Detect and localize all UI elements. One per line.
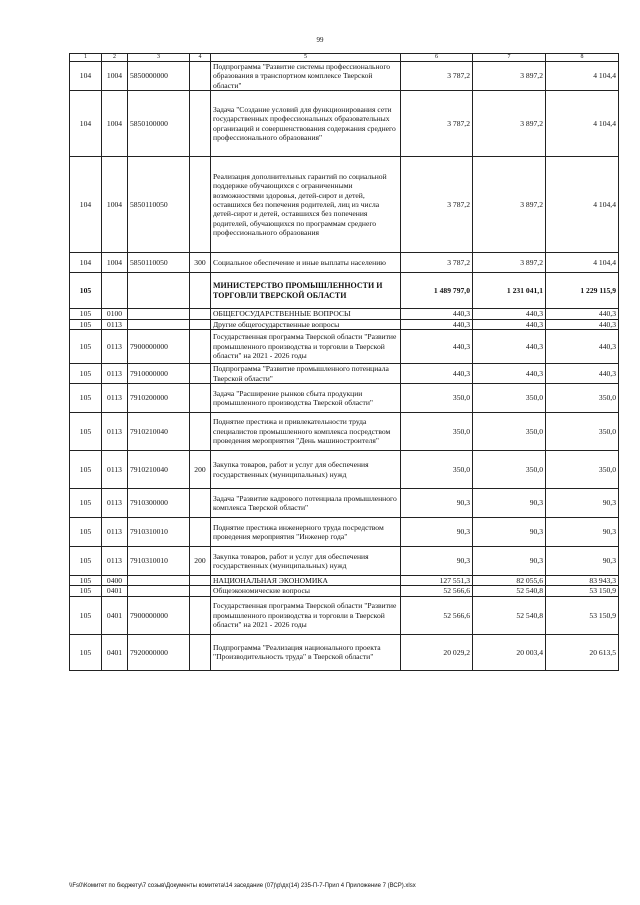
expense-type-code <box>190 413 211 451</box>
expense-type-code <box>190 330 211 364</box>
amount-2022: 90,3 <box>401 547 473 576</box>
ministry-code: 105 <box>70 576 102 586</box>
amount-2022: 1 489 797,0 <box>401 273 473 309</box>
line-item-name: Государственная программа Тверской области "Развитие промышленного производства и торговли в Тверской области" на 2021 - 2026 годы <box>211 596 401 634</box>
table-row <box>70 273 619 309</box>
amount-2022: 350,0 <box>401 384 473 413</box>
amount-2023: 52 540,8 <box>473 586 546 596</box>
target-article-code: 7910210040 <box>128 451 190 489</box>
ministry-code: 105 <box>70 489 102 518</box>
expense-type-code <box>190 364 211 384</box>
amount-2022: 3 787,2 <box>401 253 473 273</box>
section-code: 0100 <box>102 309 128 319</box>
ministry-code: 104 <box>70 62 102 91</box>
amount-2024: 350,0 <box>546 451 619 489</box>
expense-type-code <box>190 489 211 518</box>
table-row <box>70 330 619 364</box>
expense-type-code <box>190 319 211 329</box>
header-cell: 6 <box>401 54 473 62</box>
header-cell: 7 <box>473 54 546 62</box>
target-article-code <box>128 586 190 596</box>
table-row <box>70 576 619 586</box>
line-item-name: Реализация дополнительных гарантий по социальной поддержке обучающихся с ограниченными возможностями здоровья, детей-сирот и детей, оставшихся без попечения родителей, лиц из числа детей-сирот и детей, оставшихся без попечения родителей, обучающихся по программам среднего профессионального образования <box>211 157 401 253</box>
expense-type-code <box>190 384 211 413</box>
table-row <box>70 384 619 413</box>
ministry-code: 104 <box>70 157 102 253</box>
section-code: 0113 <box>102 413 128 451</box>
amount-2024: 53 150,9 <box>546 596 619 634</box>
target-article-code <box>128 319 190 329</box>
target-article-code: 7910300000 <box>128 489 190 518</box>
section-code: 0113 <box>102 330 128 364</box>
amount-2024: 20 613,5 <box>546 634 619 670</box>
ministry-code: 105 <box>70 384 102 413</box>
file-path-footer: \\Fs0\Комитет по бюджету\7 созыв\Документы комитета\14 заседание (07)\р\дх(14) 235-П-7-Прил 4 Приложение 7 (ВСР).xlsx <box>69 883 416 889</box>
amount-2023: 90,3 <box>473 518 546 547</box>
amount-2023: 82 055,6 <box>473 576 546 586</box>
table-row <box>70 253 619 273</box>
header-cell: 2 <box>102 54 128 62</box>
amount-2023: 350,0 <box>473 451 546 489</box>
amount-2023: 3 897,2 <box>473 62 546 91</box>
table-row <box>70 413 619 451</box>
amount-2023: 3 897,2 <box>473 91 546 157</box>
amount-2022: 350,0 <box>401 451 473 489</box>
section-code: 1004 <box>102 91 128 157</box>
ministry-code: 105 <box>70 586 102 596</box>
expense-type-code <box>190 91 211 157</box>
header-cell: 3 <box>128 54 190 62</box>
ministry-code: 105 <box>70 309 102 319</box>
target-article-code <box>128 273 190 309</box>
amount-2024: 4 104,4 <box>546 62 619 91</box>
table-row <box>70 634 619 670</box>
expense-type-code <box>190 518 211 547</box>
header-row <box>70 54 619 62</box>
section-code: 0401 <box>102 596 128 634</box>
target-article-code: 7920000000 <box>128 634 190 670</box>
line-item-name: МИНИСТЕРСТВО ПРОМЫШЛЕННОСТИ И ТОРГОВЛИ ТВЕРСКОЙ ОБЛАСТИ <box>211 273 401 309</box>
expense-type-code <box>190 586 211 596</box>
amount-2024: 90,3 <box>546 547 619 576</box>
section-code: 0113 <box>102 547 128 576</box>
expense-type-code: 200 <box>190 451 211 489</box>
amount-2023: 440,3 <box>473 364 546 384</box>
amount-2023: 440,3 <box>473 309 546 319</box>
expense-type-code <box>190 309 211 319</box>
target-article-code: 7910310010 <box>128 518 190 547</box>
table-row <box>70 596 619 634</box>
amount-2022: 52 566,6 <box>401 596 473 634</box>
amount-2022: 440,3 <box>401 319 473 329</box>
table-row <box>70 489 619 518</box>
amount-2023: 350,0 <box>473 413 546 451</box>
target-article-code: 7910200000 <box>128 384 190 413</box>
amount-2024: 350,0 <box>546 413 619 451</box>
amount-2024: 83 943,3 <box>546 576 619 586</box>
amount-2023: 440,3 <box>473 330 546 364</box>
amount-2022: 90,3 <box>401 518 473 547</box>
header-cell: 1 <box>70 54 102 62</box>
ministry-code: 105 <box>70 518 102 547</box>
ministry-code: 105 <box>70 319 102 329</box>
target-article-code: 5850000000 <box>128 62 190 91</box>
line-item-name: Закупка товаров, работ и услуг для обеспечения государственных (муниципальных) нужд <box>211 547 401 576</box>
target-article-code: 5850110050 <box>128 157 190 253</box>
header-cell: 5 <box>211 54 401 62</box>
section-code: 0401 <box>102 634 128 670</box>
target-article-code: 7900000000 <box>128 596 190 634</box>
expense-type-code: 300 <box>190 253 211 273</box>
target-article-code: 5850110050 <box>128 253 190 273</box>
expense-type-code: 200 <box>190 547 211 576</box>
amount-2024: 53 150,9 <box>546 586 619 596</box>
amount-2024: 440,3 <box>546 364 619 384</box>
amount-2023: 440,3 <box>473 319 546 329</box>
section-code <box>102 273 128 309</box>
table-row <box>70 91 619 157</box>
target-article-code: 7910310010 <box>128 547 190 576</box>
expense-type-code <box>190 634 211 670</box>
line-item-name: Подпрограмма "Развитие системы профессионального образования в транспортном комплексе Тверской области" <box>211 62 401 91</box>
table-row <box>70 319 619 329</box>
amount-2024: 350,0 <box>546 384 619 413</box>
amount-2023: 90,3 <box>473 547 546 576</box>
line-item-name: Подпрограмма "Развитие промышленного потенциала Тверской области" <box>211 364 401 384</box>
amount-2024: 90,3 <box>546 518 619 547</box>
amount-2023: 20 003,4 <box>473 634 546 670</box>
line-item-name: Социальное обеспечение и иные выплаты населению <box>211 253 401 273</box>
section-code: 1004 <box>102 253 128 273</box>
line-item-name: Общеэкономические вопросы <box>211 586 401 596</box>
target-article-code: 7900000000 <box>128 330 190 364</box>
amount-2024: 440,3 <box>546 319 619 329</box>
ministry-code: 104 <box>70 253 102 273</box>
section-code: 0113 <box>102 384 128 413</box>
table-row <box>70 309 619 319</box>
line-item-name: Поднятие престижа инженерного труда посредством проведения мероприятия "Инженер года" <box>211 518 401 547</box>
section-code: 0113 <box>102 319 128 329</box>
amount-2023: 52 540,8 <box>473 596 546 634</box>
amount-2024: 4 104,4 <box>546 91 619 157</box>
line-item-name: Государственная программа Тверской области "Развитие промышленного производства и торговли в Тверской области" на 2021 - 2026 годы <box>211 330 401 364</box>
amount-2023: 90,3 <box>473 489 546 518</box>
ministry-code: 105 <box>70 330 102 364</box>
amount-2023: 350,0 <box>473 384 546 413</box>
amount-2022: 3 787,2 <box>401 62 473 91</box>
table-row <box>70 364 619 384</box>
expense-type-code <box>190 596 211 634</box>
ministry-code: 105 <box>70 413 102 451</box>
expense-type-code <box>190 157 211 253</box>
section-code: 1004 <box>102 157 128 253</box>
amount-2022: 350,0 <box>401 413 473 451</box>
table-row <box>70 157 619 253</box>
expense-type-code <box>190 576 211 586</box>
section-code: 0400 <box>102 576 128 586</box>
section-code: 0113 <box>102 518 128 547</box>
table-row <box>70 62 619 91</box>
ministry-code: 105 <box>70 634 102 670</box>
page-number: 99 <box>316 36 324 44</box>
ministry-code: 105 <box>70 273 102 309</box>
target-article-code <box>128 576 190 586</box>
ministry-code: 105 <box>70 364 102 384</box>
amount-2024: 4 104,4 <box>546 157 619 253</box>
expense-type-code <box>190 62 211 91</box>
amount-2022: 127 551,3 <box>401 576 473 586</box>
line-item-name: Задача "Развитие кадрового потенциала промышленного комплекса Тверской области" <box>211 489 401 518</box>
section-code: 0113 <box>102 364 128 384</box>
amount-2022: 440,3 <box>401 330 473 364</box>
table-row <box>70 518 619 547</box>
target-article-code: 5850100000 <box>128 91 190 157</box>
line-item-name: Задача "Создание условий для функционирования сети государственных профессиональных образовательных организаций и совершенствования содержания среднего профессионального образования" <box>211 91 401 157</box>
line-item-name: Другие общегосударственные вопросы <box>211 319 401 329</box>
section-code: 0113 <box>102 451 128 489</box>
amount-2024: 1 229 115,9 <box>546 273 619 309</box>
target-article-code: 7910000000 <box>128 364 190 384</box>
line-item-name: НАЦИОНАЛЬНАЯ ЭКОНОМИКА <box>211 576 401 586</box>
section-code: 1004 <box>102 62 128 91</box>
line-item-name: Подпрограмма "Реализация национального проекта "Производительность труда" в Тверской области" <box>211 634 401 670</box>
table-row <box>70 547 619 576</box>
amount-2023: 1 231 041,1 <box>473 273 546 309</box>
ministry-code: 105 <box>70 596 102 634</box>
expense-type-code <box>190 273 211 309</box>
amount-2024: 440,3 <box>546 309 619 319</box>
section-code: 0401 <box>102 586 128 596</box>
amount-2022: 90,3 <box>401 489 473 518</box>
target-article-code <box>128 309 190 319</box>
target-article-code: 7910210040 <box>128 413 190 451</box>
ministry-code: 104 <box>70 91 102 157</box>
budget-table <box>69 53 619 671</box>
amount-2022: 3 787,2 <box>401 157 473 253</box>
ministry-code: 105 <box>70 451 102 489</box>
table-row <box>70 586 619 596</box>
amount-2022: 52 566,6 <box>401 586 473 596</box>
amount-2022: 440,3 <box>401 309 473 319</box>
amount-2022: 20 029,2 <box>401 634 473 670</box>
amount-2022: 440,3 <box>401 364 473 384</box>
amount-2024: 90,3 <box>546 489 619 518</box>
table-row <box>70 451 619 489</box>
ministry-code: 105 <box>70 547 102 576</box>
line-item-name: ОБЩЕГОСУДАРСТВЕННЫЕ ВОПРОСЫ <box>211 309 401 319</box>
line-item-name: Поднятие престижа и привлекательности труда специалистов промышленного комплекса посредством проведения мероприятия "День машиностроителя" <box>211 413 401 451</box>
header-cell: 8 <box>546 54 619 62</box>
amount-2023: 3 897,2 <box>473 253 546 273</box>
line-item-name: Задача "Расширение рынков сбыта продукции промышленного производства Тверской области" <box>211 384 401 413</box>
line-item-name: Закупка товаров, работ и услуг для обеспечения государственных (муниципальных) нужд <box>211 451 401 489</box>
header-cell: 4 <box>190 54 211 62</box>
section-code: 0113 <box>102 489 128 518</box>
amount-2024: 440,3 <box>546 330 619 364</box>
amount-2022: 3 787,2 <box>401 91 473 157</box>
amount-2023: 3 897,2 <box>473 157 546 253</box>
amount-2024: 4 104,4 <box>546 253 619 273</box>
